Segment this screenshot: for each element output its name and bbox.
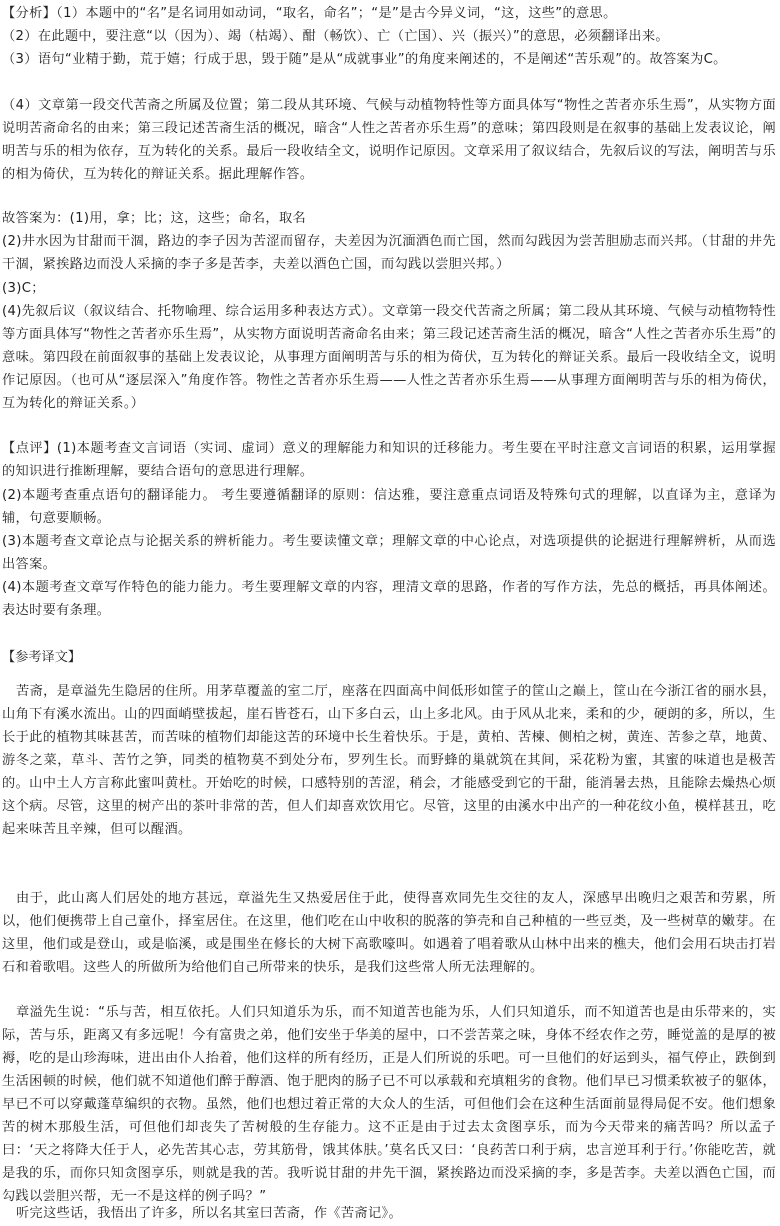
answer-1: 故答案为：(1)用，拿；比；这，这些；命名，取名 — [2, 211, 307, 226]
translation-paragraph-1: 苦斋，是章溢先生隐居的住所。用茅草覆盖的室二厅，座落在四面高中间低形如筐子的筐山之巅上，筐山在今浙江省的丽水县，山角下有溪水流出。山的四面峭壁拔起，崖石皆苍石，山下多白云，山上多北风。由于风从北来，柔和的少，硬朗的多，所以，生长于此的植物其味甚苦，而苦味的植物们却能这苦的环境中长生着快乐。于是，黄柏、苦楝、侧柏之树，黄连、苦参之草，地黄、游冬之菜，草斗、苦竹之笋，同类的植物莫不到处分布，罗列生长。而野蜂的巢就筑在其间，采花粉为蜜，其蜜的味道也是极苦的。山中土人方言称此蜜叫黄杜。开始吃的时候，口感特别的苦涩，稍会，才能感受到它的干甜，能消暑去热，且能除去燥热心烦这个病。尽管，这里的树产出的茶叶非常的苦，但人们却喜欢饮用它。尽管，这里的由溪水中出产的一种花纹小鱼，模样甚丑，吃起来味苦且辛辣，但可以醒酒。 — [2, 684, 776, 837]
answer-2: (2)井水因为甘甜而干涸，路边的李子因为苦涩而留存，夫差因为沉湎酒色而亡国，然而勾践因为尝苦胆励志而兴邦。（甘甜的井先干涸，紧挨路边而没人采摘的李子多是苦李，夫差以酒色亡国，而勾践以尝胆兴邦。） — [2, 234, 776, 272]
comment-2: (2)本题考查重点语句的翻译能力。 考生要遵循翻译的原则：信达雅，要注意重点词语及特殊句式的理解，以直译为主，意译为辅，句意要顺畅。 — [2, 488, 776, 526]
answer-4: (4)先叙后议（叙议结合、托物喻理、综合运用多种表达方式）。文章第一段交代苦斋之所属；第二段从其环境、气候与动植物特性等方面具体写“物性之苦者亦乐生焉”，从实物方面说明苦斋命名由来；第三段记述苦斋生活的概况，暗含“人性之苦者亦乐生焉”的意味。第四段在前面叙事的基础上发表议论，从事理方面阐明苦与乐的相为倚伏，互为转化的辩证关系。最后一段收结全文，说明作记原因。（也可从“逐层深入”角度作答。物性之苦者亦乐生焉——人性之苦者亦乐生焉——从事理方面阐明苦与乐的相为倚伏，互为转化的辩证关系。） — [2, 304, 776, 411]
analysis-point-4: （4）文章第一段交代苦斋之所属及位置；第二段从其环境、气候与动植物特性等方面具体写“物性之苦者亦乐生焉”，从实物方面说明苦斋命名的由来；第三段记述苦斋生活的概况，暗含“人性之苦者亦乐生焉”的意味；第四段则是在叙事的基础上发表议论，阐明苦与乐的相为依存，互为转化的关系。最后一段收结全文，说明作记原因。文章采用了叙议结合，先叙后议的写法，阐明苦与乐的相为倚伏，互为转化的辩证关系。据此理解作答。 — [2, 98, 776, 182]
comment-1: 【点评】(1)本题考查文言词语（实词、虚词）意义的理解能力和知识的迁移能力。考生要在平时注意文言词语的积累，运用掌握的知识进行推断理解，要结合语句的意思进行理解。 — [2, 441, 776, 479]
comment-3: (3)本题考查文章论点与论据关系的辨析能力。考生要读懂文章；理解文章的中心论点，对选项提供的论据进行理解辨析，从而选出答案。 — [2, 534, 776, 572]
analysis-point-3: （3）语句“业精于勤，荒于嬉；行成于思，毁于随”是从“成就事业”的角度来阐述的，不是阐述“苦乐观”的。故答案为C。 — [2, 52, 727, 67]
analysis-point-1: （1）本题中的“名”是名词用如动词，“取名，命名”；“是”是古今异义词，“这，这些”的意思。 — [56, 6, 617, 21]
translation-paragraph-4: 听完这些话，我悟出了许多，所以名其室曰苦斋，作《苦斋记》。 — [16, 1206, 402, 1221]
translation-paragraph-2: 由于，此山离人们居处的地方甚远，章溢先生又热爱居住于此，使得喜欢同先生交往的友人，深感早出晚归之艰苦和劳累，所以，他们便携带上自己童仆，择室居住。在这里，他们吃在山中收积的脱落的笋壳和自己种植的一些豆类，及一些树草的嫩芽。在这里，他们或是登山，或是临溪，或是围坐在修长的大树下高歌嚎叫。如遇着了唱着歌从山林中出来的樵夫，他们会用石块击打岩石和着歌唱。这些人的所做所为给他们自己所带来的快乐，是我们这些常人所无法理解的。 — [2, 891, 776, 975]
comment-4: (4)本题考查文章写作特色的能力能力。考生要理解文章的内容，理清文章的思路，作者的写作方法，先总的概括，再具体阐述。表达时要有条理。 — [2, 580, 776, 618]
translation-paragraph-3: 章溢先生说：“乐与苦，相互依托。人们只知道乐为乐，而不知道苦也能为乐，人们只知道乐，而不知道苦也是由乐带来的，实际，苦与乐，距离又有多远呢！今有富贵之弟，他们安坐于华美的屋中，口不尝苦菜之味，身体不经农作之劳，睡觉盖的是厚的被褥，吃的是山珍海味，进出由仆人抬着，他们这样的所有经历，正是人们所说的乐吧。可一旦他们的好运到头，福气停止，跌倒到生活困顿的时候，他们就不知道他们醉于醇酒、饱于肥肉的肠子已不可以承载和充填粗劣的食物。他们早已习惯柔软被子的躯体，早已不可以穿戴蓬草编织的衣物。虽然，他们也想过着正常的大众人的生活，可但他们会在这种生活面前显得局促不安。他们想象苦的树木那般生活，可但他们却丧失了苦树般的生存能力。这不正是由于过去太贪图享乐，而为今天带来的痛苦吗？所以孟子曰：‘天之将降大任于人，必先苦其心志，劳其筋骨，饿其体肤。’莫名氏又曰：‘良药苦口利于病，忠言逆耳利于行。’你能吃苦，就是我的乐，而你只知贪图享乐，则就是我的苦。我听说甘甜的井先干涸，紧挨路边而没采摘的李，多是苦李。夫差以酒色亡国，而勾践以尝胆兴帮，无一不是这样的例子吗？” — [2, 1005, 776, 1204]
analysis-point-2: （2）在此题中，要注意“以（因为）、竭（枯竭）、酣（畅饮）、亡（亡国）、兴（振兴）”的意思，必须翻译出来。 — [2, 29, 669, 44]
analysis-line-1 — [2, 2, 776, 25]
translation-heading: 【参考译文】 — [2, 650, 82, 665]
answer-3: (3)C； — [2, 281, 45, 296]
analysis-heading: 【分析】 — [2, 6, 57, 21]
